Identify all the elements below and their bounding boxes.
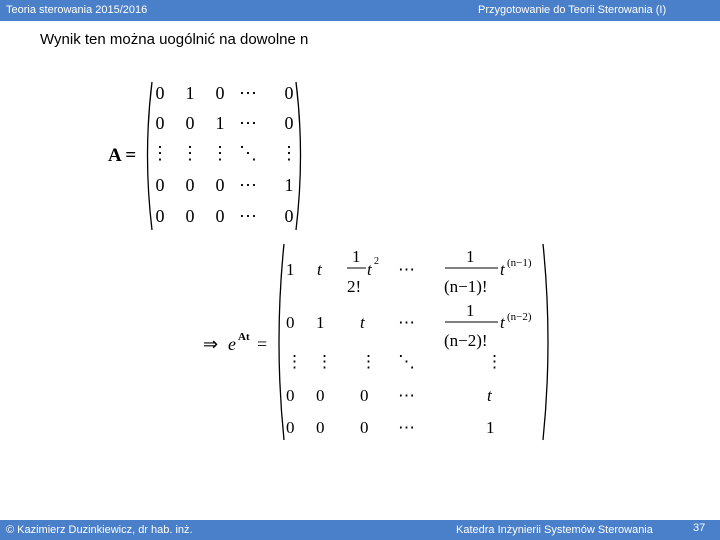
matrix-a-cell: ⋮: [151, 143, 169, 163]
matrix-a-cell: 0: [155, 175, 165, 195]
course-title: Teoria sterowania 2015/2016: [6, 4, 148, 16]
matrix-a-label: A =: [108, 145, 137, 166]
matrix-e-cell: 0: [360, 418, 369, 437]
matrix-a-cell: 0: [215, 83, 225, 103]
fraction-denominator: (n−1)!: [444, 277, 488, 296]
author-credit: © Kazimierz Duzinkiewicz, dr hab. inż.: [6, 524, 193, 536]
matrix-e-right-bracket: [543, 244, 548, 440]
matrix-e-cell: ⋮: [316, 352, 333, 371]
matrix-e-cell: 0: [316, 386, 325, 405]
matrix-e-cell: ⋯: [398, 260, 415, 279]
matrix-a-cell: ⋯: [239, 175, 257, 195]
matrix-a-cell: ⋮: [211, 143, 229, 163]
matrix-e-cell: 0: [316, 418, 325, 437]
matrix-e-cell: t: [500, 313, 505, 332]
matrix-e-cell: 0: [286, 418, 295, 437]
matrix-a-cell: 0: [155, 83, 165, 103]
matrix-a-cell: ⋯: [239, 83, 257, 103]
matrix-e-cell: ⋮: [286, 352, 303, 371]
matrix-a-cell: ⋮: [181, 143, 199, 163]
exponent: (n−2): [507, 311, 532, 323]
fraction-denominator: 2!: [347, 277, 362, 296]
matrix-e-cell: ⋯: [398, 418, 415, 437]
matrix-e-cell: 1: [286, 260, 295, 279]
fraction-numerator: 1: [466, 247, 475, 266]
matrix-e-cell: ⋯: [398, 313, 415, 332]
matrix-a-cell: 0: [284, 206, 294, 226]
exp-base: e: [228, 334, 236, 354]
matrix-e-cell: ⋮: [360, 352, 377, 371]
footer-bar: [0, 520, 720, 540]
matrix-e-cell: t: [367, 260, 372, 279]
matrix-a-cell: 0: [284, 113, 294, 133]
matrix-e-cell: 0: [286, 313, 295, 332]
matrix-e-cell: t: [500, 260, 505, 279]
matrix-a-cell: 1: [185, 83, 195, 103]
matrix-a-cell: ⋮: [280, 143, 298, 163]
matrix-a-cell: 0: [185, 175, 195, 195]
matrix-e-cell: t: [317, 260, 322, 279]
matrix-e-cell: 0: [360, 386, 369, 405]
matrix-a-cell: 0: [215, 175, 225, 195]
matrix-e-cell: 1: [316, 313, 325, 332]
exponent: 2: [374, 256, 379, 267]
page-number: 37: [693, 522, 706, 534]
fraction-numerator: 1: [352, 247, 361, 266]
matrix-a-cell: 0: [155, 206, 165, 226]
matrix-e-cell: 1: [486, 418, 495, 437]
exp-equals: =: [257, 334, 268, 354]
matrix-a-cell: 1: [215, 113, 225, 133]
matrix-a-cell: 1: [284, 175, 294, 195]
matrix-a-cell: ⋯: [239, 206, 257, 226]
matrix-a-cell: 0: [185, 206, 195, 226]
matrix-a-cell: ⋱: [239, 143, 257, 163]
matrix-a-cell: 0: [215, 206, 225, 226]
exp-exponent: At: [238, 331, 250, 343]
implies-symbol: ⇒: [203, 334, 219, 354]
slide-heading: Wynik ten można uogólnić na dowolne n: [40, 31, 309, 48]
matrix-a-cell: ⋯: [239, 113, 257, 133]
matrix-e-cell: ⋱: [398, 352, 415, 371]
matrix-e-cell: 0: [286, 386, 295, 405]
matrix-e-cell: t: [487, 386, 492, 405]
fraction-denominator: (n−2)!: [444, 331, 488, 350]
matrix-a-cell: 0: [185, 113, 195, 133]
exponent: (n−1): [507, 257, 532, 269]
matrix-e-cell: ⋯: [398, 386, 415, 405]
matrix-e-left-bracket: [279, 244, 284, 440]
lecture-title: Przygotowanie do Teorii Sterowania (I): [478, 4, 667, 16]
matrix-e-cell: ⋮: [486, 352, 503, 371]
department-name: Katedra Inżynierii Systemów Sterowania: [456, 524, 653, 536]
matrix-a-cell: 0: [284, 83, 294, 103]
matrix-a-cell: 0: [155, 113, 165, 133]
fraction-numerator: 1: [466, 301, 475, 320]
matrix-e-cell: t: [360, 313, 365, 332]
